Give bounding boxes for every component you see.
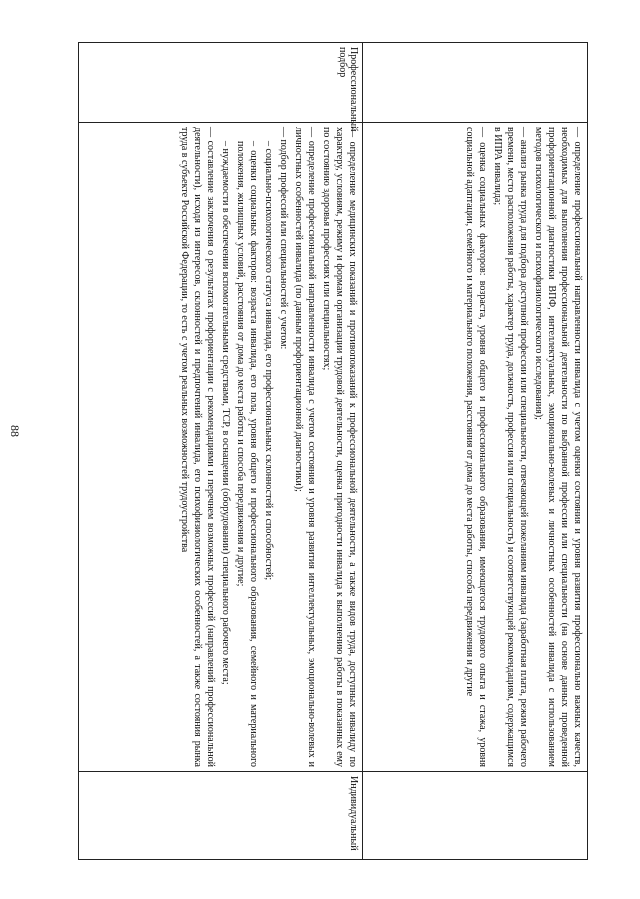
rehab-table bbox=[78, 42, 588, 860]
content-subitem: – нуждаемости в обеспечении вспомогательными средствами, ТСР, в оснащении (оборудовании) специального рабочего места; bbox=[220, 141, 231, 685]
content-cell bbox=[363, 123, 588, 772]
content-item: — определение профессиональной направленности инвалида с учетом состояния и уровня развития интеллектуальных, эмоционально-волевых и личностных особенностей инвалида (по данным профориентационной диагностики); bbox=[293, 127, 317, 767]
content-subitem: – социально-психологического статуса инвалида, его профессиональных склонностей и способностей; bbox=[263, 141, 274, 581]
content-item: — анализ рынка труда для подбора доступной профессии или специальности, отвечающей пожеланиям инвалида (заработная плата, режим рабочего времени, место расположения работы, характер труда, должность, профессия или специальность) и соответствующей рекомендациям, содержащимся в ИПРА инвалида; bbox=[492, 127, 529, 767]
content-item: — составление заключения о результатах профориентации с рекомендациями и перечнем возможных профессий (направлений профессиональной деятельности), исходя из интересов, склонностей и предпочтений инвалида, его психофизиологических особенностей, а также состояния рынка труда в субъекте Российской Федерации, то есть с учетом реальных возможностей трудоустройства bbox=[179, 127, 216, 767]
table-row bbox=[363, 43, 588, 860]
section-cell: Профессиональный подбор bbox=[79, 43, 363, 123]
type-cell bbox=[363, 772, 588, 860]
content-item: — оценка социальных факторов: возраста, уровня общего и профессионального образования, имеющегося трудового опыта и стажа, уровня социальной адаптации, семейного и материального положения, расстояния от дома до места работы, способа передвижения и другие bbox=[464, 127, 488, 767]
content-cell bbox=[79, 123, 363, 772]
content-subitem: – оценки социальных факторов: возраста инвалида, его пола, уровня общего и профессионального образования, семейного и материального положения, жилищных условий, расстояния от дома до места работы и способа передвижения и другие; bbox=[235, 141, 259, 767]
content-item: — определение медицинских показаний и противопоказаний к профессиональной деятельности, а также видов труда, доступных инвалиду по характеру, условиям, режиму и формам организации трудовой деятельности, оценка пригодности инвалида к выполнению работы в показанных ему по состоянию здоровья профессиях или специальностях; bbox=[321, 127, 358, 767]
table-row bbox=[79, 43, 363, 860]
section-cell bbox=[363, 43, 588, 123]
content-item: — определение профессиональной направленности инвалида с учетом оценки состояния и уровня развития профессионально важных качеств, необходимых для выполнения профессиональной деятельности по выбранной профессии или специальности (на основе данных проведенной профориентационной диагностики ВПФ, интеллектуальных, эмоционально-волевых и личностных особенностей инвалида с использованием методов психологического и психофизиологического исследования); bbox=[533, 127, 583, 767]
page-number: 88 bbox=[8, 425, 22, 437]
type-cell: Индивидуальный bbox=[79, 772, 363, 860]
content-item: — подбор профессий или специальностей с учетом: bbox=[278, 127, 289, 350]
